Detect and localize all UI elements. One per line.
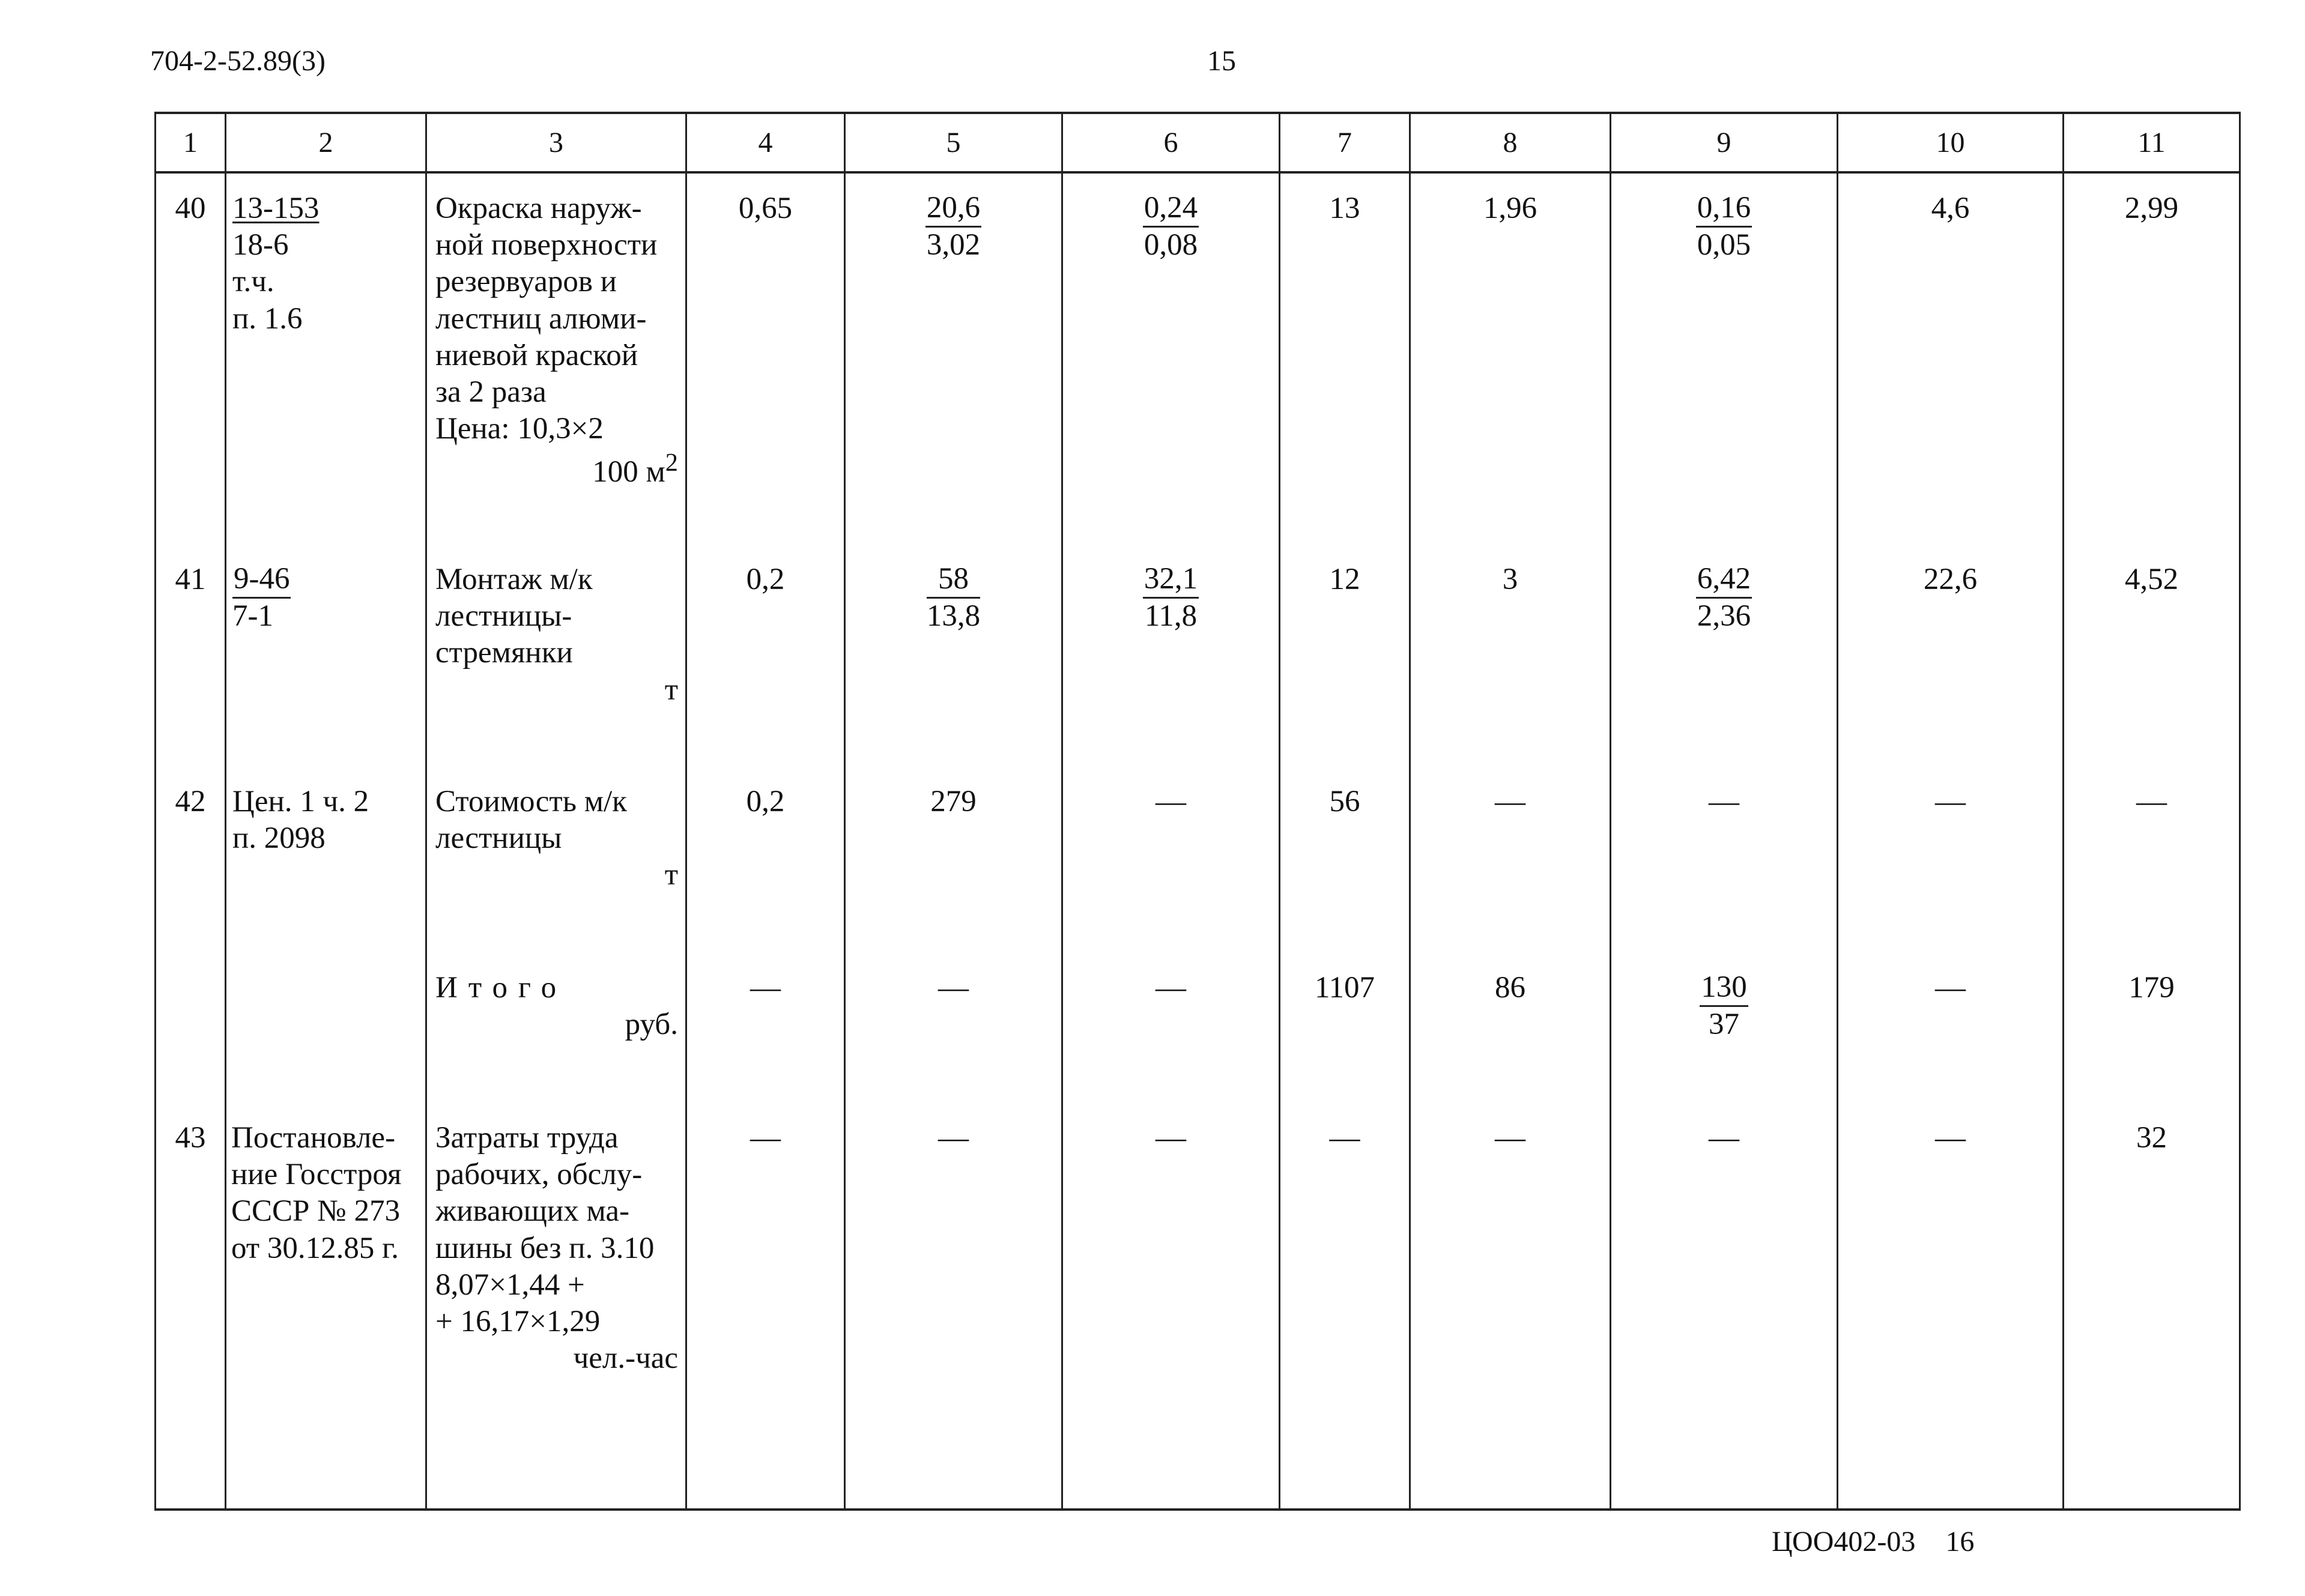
cell-col7: — — [1280, 1103, 1410, 1510]
col-header: 5 — [845, 113, 1062, 172]
description-cell — [426, 1103, 686, 1510]
fraction — [1696, 190, 1752, 262]
description-line: Цена: 10,3×2 — [435, 412, 604, 446]
reference-cell — [226, 545, 426, 767]
description-cell — [426, 172, 686, 545]
col-header: 8 — [1410, 113, 1611, 172]
description-line: живающих ма- — [435, 1194, 630, 1229]
cell-col10: — — [1838, 953, 2064, 1103]
footer — [1772, 1525, 1974, 1558]
reference-line: Постановле- — [231, 1121, 396, 1155]
fraction — [1700, 970, 1748, 1042]
unit-label — [435, 447, 678, 491]
table-row-total — [156, 953, 2240, 1103]
description-line: Монтаж м/к — [435, 563, 593, 596]
description-cell — [426, 953, 686, 1103]
reference-line: от 30.12.85 г. — [231, 1231, 399, 1265]
row-number: 40 — [156, 172, 226, 545]
cell-col5 — [845, 172, 1062, 545]
fraction — [1143, 561, 1199, 633]
reference-cell-empty — [226, 953, 426, 1103]
cell-col11: 179 — [2064, 953, 2240, 1103]
row-number: 43 — [156, 1103, 226, 1510]
cell-col5 — [845, 545, 1062, 767]
fraction-denominator: 3,02 — [926, 228, 981, 262]
fraction-numerator: 9-46 — [232, 561, 291, 599]
description-line: Окраска наруж- — [435, 192, 642, 225]
description-line: рабочих, обслу- — [435, 1158, 643, 1192]
reference-line: 13-153 — [232, 192, 320, 225]
description-line: лестниц алюми- — [435, 301, 647, 336]
row-number-empty — [156, 953, 226, 1103]
column-number-row — [156, 113, 2240, 172]
cell-col5: 279 — [845, 767, 1062, 953]
unit-label: чел.-час — [573, 1341, 678, 1376]
row-number: 42 — [156, 767, 226, 953]
reference-line: Цен. 1 ч. 2 — [232, 785, 369, 818]
reference-cell — [226, 767, 426, 953]
description-line: резервуаров и — [435, 265, 617, 299]
table-row-41 — [156, 545, 2240, 767]
cell-col6: — — [1062, 953, 1280, 1103]
cell-col10: — — [1838, 1103, 2064, 1510]
cell-col4: 0,2 — [686, 767, 845, 953]
cell-col7: 13 — [1280, 172, 1410, 545]
fraction-denominator: 0,08 — [1143, 228, 1198, 262]
fraction — [1696, 561, 1752, 633]
fraction-numerator: 130 — [1700, 970, 1748, 1007]
reference-line: СССР № 273 — [231, 1194, 401, 1229]
cell-col11: 2,99 — [2064, 172, 2240, 545]
description-line: ной поверхности — [435, 228, 658, 262]
col-header: 10 — [1838, 113, 2064, 172]
description-line: 8,07×1,44 + — [435, 1268, 585, 1302]
fraction-numerator: 6,42 — [1696, 561, 1752, 599]
reference-line: т.ч. — [232, 265, 274, 299]
table-row-43 — [156, 1103, 2240, 1510]
col-header: 4 — [686, 113, 845, 172]
cell-col6 — [1062, 172, 1280, 545]
cell-col4: 0,2 — [686, 545, 845, 767]
cell-col5: — — [845, 1103, 1062, 1510]
table-row-42 — [156, 767, 2240, 953]
total-label: Итого — [435, 971, 568, 1005]
cell-col11: — — [2064, 767, 2240, 953]
reference-line: 18-6 — [232, 228, 289, 262]
col-header: 7 — [1280, 113, 1410, 172]
col-header: 3 — [426, 113, 686, 172]
cell-col4: — — [686, 1103, 845, 1510]
cell-col10: 22,6 — [1838, 545, 2064, 767]
reference-fraction — [232, 561, 291, 633]
cell-col8: 3 — [1410, 545, 1611, 767]
cell-col4: — — [686, 953, 845, 1103]
fraction — [1143, 190, 1199, 262]
footer-sheet: 16 — [1945, 1526, 1975, 1558]
cell-col6: — — [1062, 1103, 1280, 1510]
description-line: ниевой краской — [435, 338, 638, 372]
cell-col9 — [1611, 545, 1838, 767]
cell-col9: — — [1611, 767, 1838, 953]
unit-label: т — [664, 858, 678, 892]
fraction-denominator: 0,05 — [1697, 228, 1751, 262]
col-header: 1 — [156, 113, 226, 172]
cell-col9 — [1611, 953, 1838, 1103]
fraction — [925, 190, 981, 262]
cell-col7: 12 — [1280, 545, 1410, 767]
cell-col6 — [1062, 545, 1280, 767]
unit-label: т — [664, 673, 678, 707]
description-line: за 2 раза — [435, 375, 547, 409]
cell-col8: — — [1410, 1103, 1611, 1510]
reference-line: п. 2098 — [232, 821, 326, 856]
col-header: 9 — [1611, 113, 1838, 172]
cell-col11: 32 — [2064, 1103, 2240, 1510]
fraction-numerator: 32,1 — [1143, 561, 1199, 599]
description-line: Затраты труда — [435, 1121, 619, 1155]
estimate-table — [154, 112, 2241, 1511]
description-line: стремянки — [435, 636, 573, 670]
description-line: лестницы — [435, 821, 562, 856]
description-line: шины без п. 3.10 — [435, 1231, 655, 1265]
row-number: 41 — [156, 545, 226, 767]
description-cell — [426, 767, 686, 953]
unit-superscript: 2 — [665, 449, 678, 477]
cell-col10: — — [1838, 767, 2064, 953]
fraction-numerator: 20,6 — [925, 190, 981, 228]
unit-text: 100 м — [592, 455, 665, 489]
cell-col10: 4,6 — [1838, 172, 2064, 545]
cell-col11: 4,52 — [2064, 545, 2240, 767]
cell-col9 — [1611, 172, 1838, 545]
cell-col4: 0,65 — [686, 172, 845, 545]
col-header: 11 — [2064, 113, 2240, 172]
description-line: + 16,17×1,29 — [435, 1304, 601, 1338]
reference-line: ние Госстроя — [231, 1158, 402, 1192]
fraction-numerator: 58 — [927, 561, 980, 599]
reference-line: п. 1.6 — [232, 301, 303, 336]
reference-cell — [226, 1103, 426, 1510]
fraction-numerator: 0,16 — [1696, 190, 1752, 228]
cell-col6: — — [1062, 767, 1280, 953]
footer-code: ЦОО402-03 — [1772, 1526, 1916, 1558]
unit-label: руб. — [625, 1008, 678, 1042]
fraction-denominator: 7-1 — [232, 599, 273, 633]
fraction — [927, 561, 980, 633]
col-header: 2 — [226, 113, 426, 172]
fraction-denominator: 11,8 — [1144, 599, 1198, 633]
fraction-numerator: 0,24 — [1143, 190, 1199, 228]
cell-col5: — — [845, 953, 1062, 1103]
cell-col7: 56 — [1280, 767, 1410, 953]
fraction-denominator: 13,8 — [926, 599, 981, 633]
cell-col8: — — [1410, 767, 1611, 953]
document-code: 704-2-52.89(3) — [150, 45, 326, 77]
table-row-40 — [156, 172, 2240, 545]
description-line: лестницы- — [435, 599, 572, 633]
description-cell — [426, 545, 686, 767]
cell-col8: 86 — [1410, 953, 1611, 1103]
fraction-denominator: 37 — [1709, 1007, 1739, 1041]
fraction-denominator: 2,36 — [1697, 599, 1751, 633]
col-header: 6 — [1062, 113, 1280, 172]
description-line: Стоимость м/к — [435, 785, 627, 818]
page-number: 15 — [1207, 45, 1236, 77]
cell-col9: — — [1611, 1103, 1838, 1510]
cell-col7: 1107 — [1280, 953, 1410, 1103]
reference-cell — [226, 172, 426, 545]
cell-col8: 1,96 — [1410, 172, 1611, 545]
